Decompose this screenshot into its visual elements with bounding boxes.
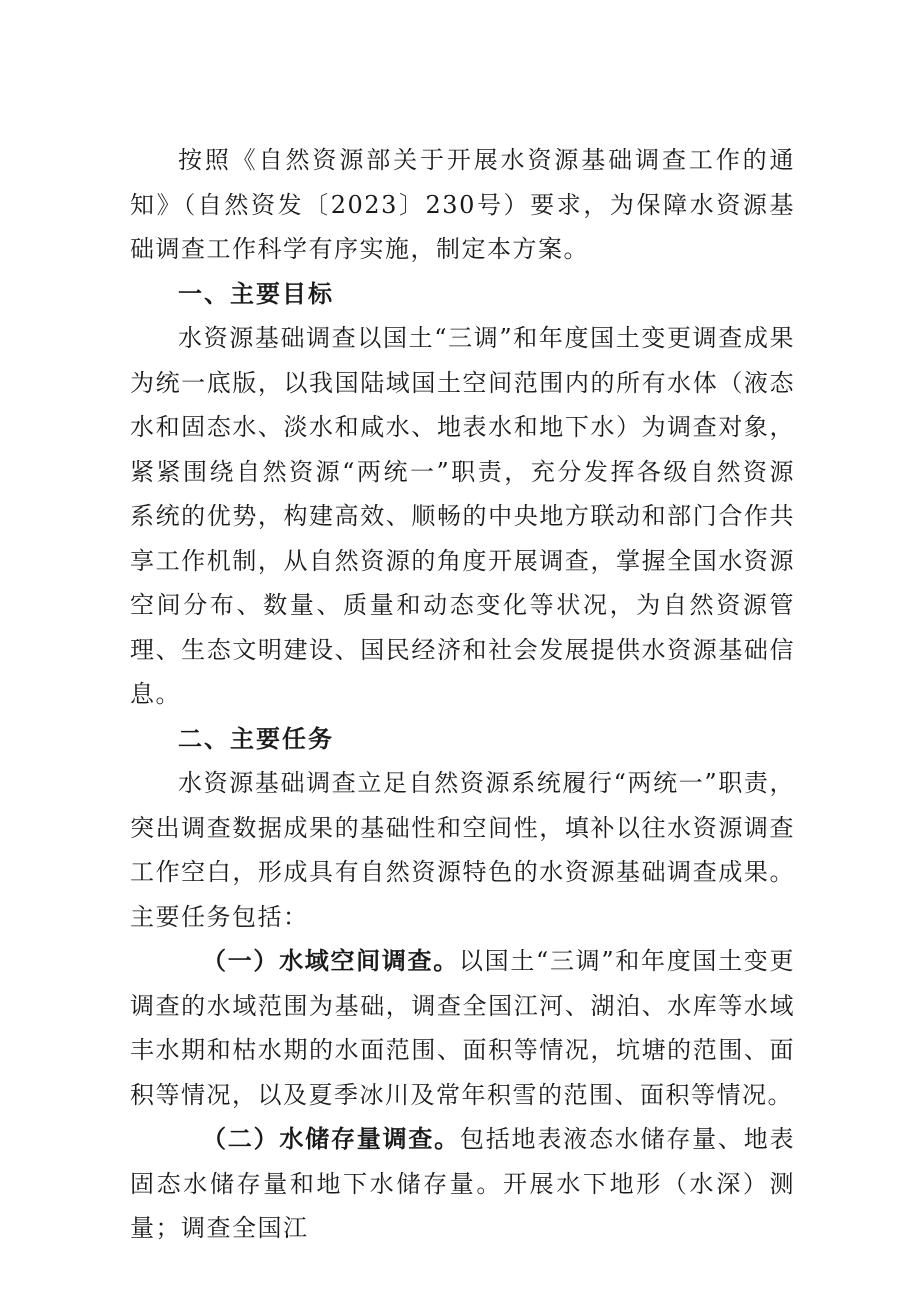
document-body xyxy=(130,138,795,1251)
task-item-lead: （二）水储存量调查。 xyxy=(202,1125,460,1153)
task-item-water-space xyxy=(130,939,795,1117)
section-body-tasks: 水资源基础调查立足自然资源系统履行“两统一”职责，突出调查数据成果的基础性和空间性，填补以往水资源调查工作空白，形成具有自然资源特色的水资源基础调查成果。主要任务包括： xyxy=(130,769,795,931)
task-item-lead: （一）水域空间调查。 xyxy=(202,947,459,975)
section-body-goals: 水资源基础调查以国土“三调”和年度国土变更调查成果为统一底版，以我国陆域国土空间范围内的所有水体（液态水和固态水、淡水和咸水、地表水和地下水）为调查对象，紧紧围绕自然资源“两统一”职责，充分发挥各级自然资源系统的优势，构建高效、顺畅的中央地方联动和部门合作共享工作机制，从自然资源的角度开展调查，掌握全国水资源空间分布、数量、质量和动态变化等状况，为自然资源管理、生态文明建设、国民经济和社会发展提供水资源基础信息。 xyxy=(130,324,795,708)
intro-paragraph: 按照《自然资源部关于开展水资源基础调查工作的通知》（自然资发〔2023〕230号）要求，为保障水资源基础调查工作科学有序实施，制定本方案。 xyxy=(130,146,795,263)
task-item-water-storage xyxy=(130,1117,795,1251)
task-item-text: 包括地表液态水储存量、地表固态水储存量和地下水储存量。开展水下地形（水深）测量；调查全国江 xyxy=(130,1125,796,1242)
section-heading-goals: 一、主要目标 xyxy=(178,279,334,308)
section-heading-tasks: 二、主要任务 xyxy=(178,724,334,753)
task-item-text: 以国土“三调”和年度国土变更调查的水域范围为基础，调查全国江河、湖泊、水库等水域丰水期和枯水期的水面范围、面积等情况，坑塘的范围、面积等情况，以及夏季冰川及常年积雪的范围、面积等情况。 xyxy=(130,947,795,1109)
